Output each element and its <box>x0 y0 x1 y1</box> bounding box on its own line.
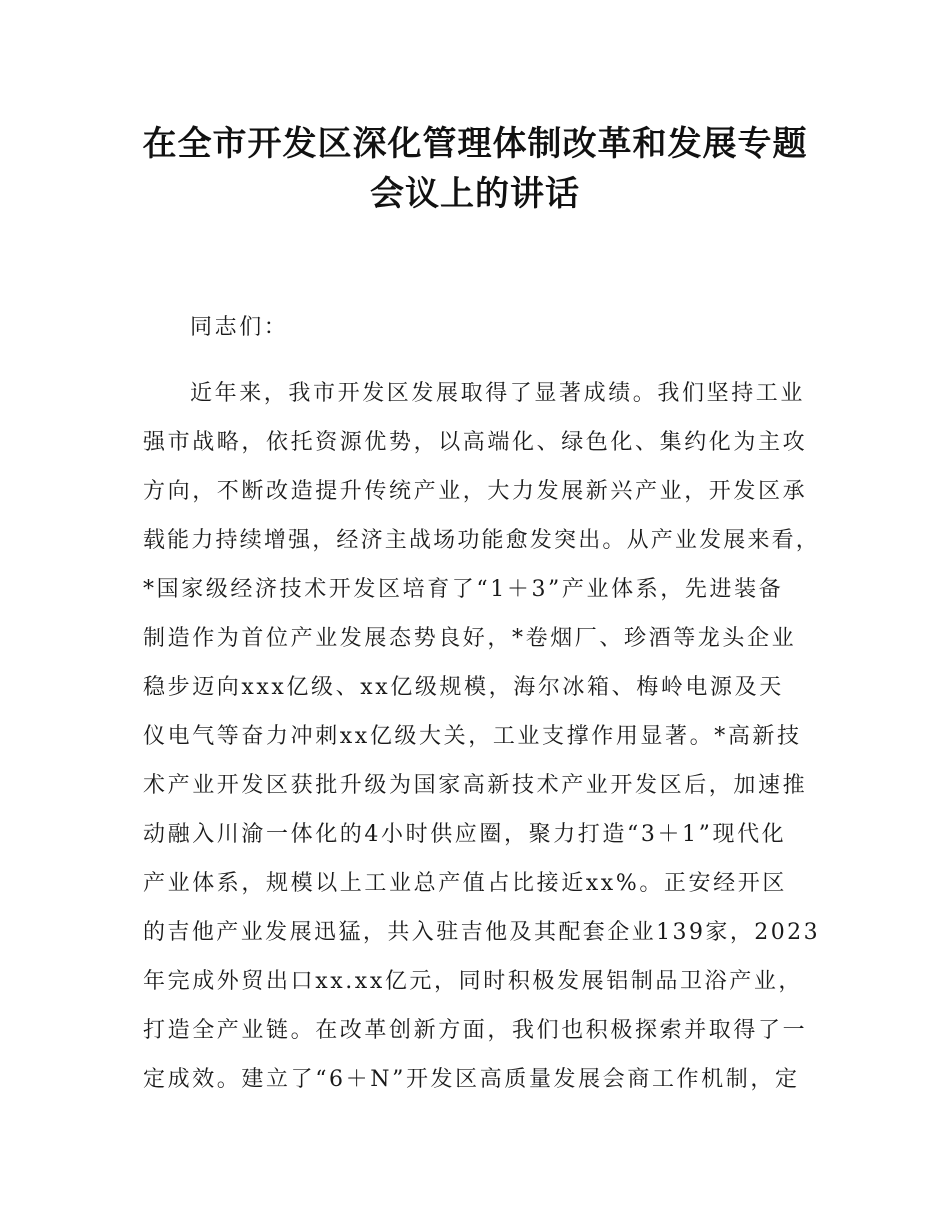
document-title-line-2: 会议上的讲话 <box>370 174 580 214</box>
paragraph-line: 的吉他产业发展迅猛，共入驻吉他及其配套企业139家，2023 <box>143 920 820 945</box>
paragraph-line: 年完成外贸出口xx.xx亿元，同时积极发展铝制品卫浴产业， <box>143 969 804 994</box>
paragraph-line: 强市战略，依托资源优势，以高端化、绿色化、集约化为主攻 <box>143 430 808 455</box>
paragraph-line: 近年来，我市开发区发展取得了显著成绩。我们坚持工业 <box>190 381 806 406</box>
paragraph-line: 方向，不断改造提升传统产业，大力发展新兴产业，开发区承 <box>143 479 808 504</box>
paragraph-line: 仪电气等奋力冲刺xx亿级大关，工业支撑作用显著。*高新技 <box>143 724 802 749</box>
paragraph-line: 动融入川渝一体化的4小时供应圈，聚力打造“3＋1”现代化 <box>143 822 787 847</box>
paragraph-line: 打造全产业链。在改革创新方面，我们也积极探索并取得了一 <box>143 1018 808 1043</box>
paragraph-line: 稳步迈向xxx亿级、xx亿级规模，海尔冰箱、梅岭电源及天 <box>143 675 784 700</box>
paragraph-line: 载能力持续增强，经济主战场功能愈发突出。从产业发展来看， <box>143 528 820 553</box>
document-title-line-1: 在全市开发区深化管理体制改革和发展专题 <box>142 124 808 164</box>
paragraph-line: 术产业开发区获批升级为国家高新技术产业开发区后，加速推 <box>143 773 808 798</box>
paragraph-line: 产业体系，规模以上工业总产值占比接近xx%。正安经开区 <box>143 871 787 896</box>
paragraph-line: *国家级经济技术开发区培育了“1＋3”产业体系，先进装备 <box>143 577 784 602</box>
paragraph-line: 定成效。建立了“6＋N”开发区高质量发展会商工作机制，定 <box>143 1067 800 1092</box>
paragraph-line: 制造作为首位产业发展态势良好，*卷烟厂、珍酒等龙头企业 <box>143 626 797 651</box>
salutation: 同志们： <box>190 315 289 340</box>
